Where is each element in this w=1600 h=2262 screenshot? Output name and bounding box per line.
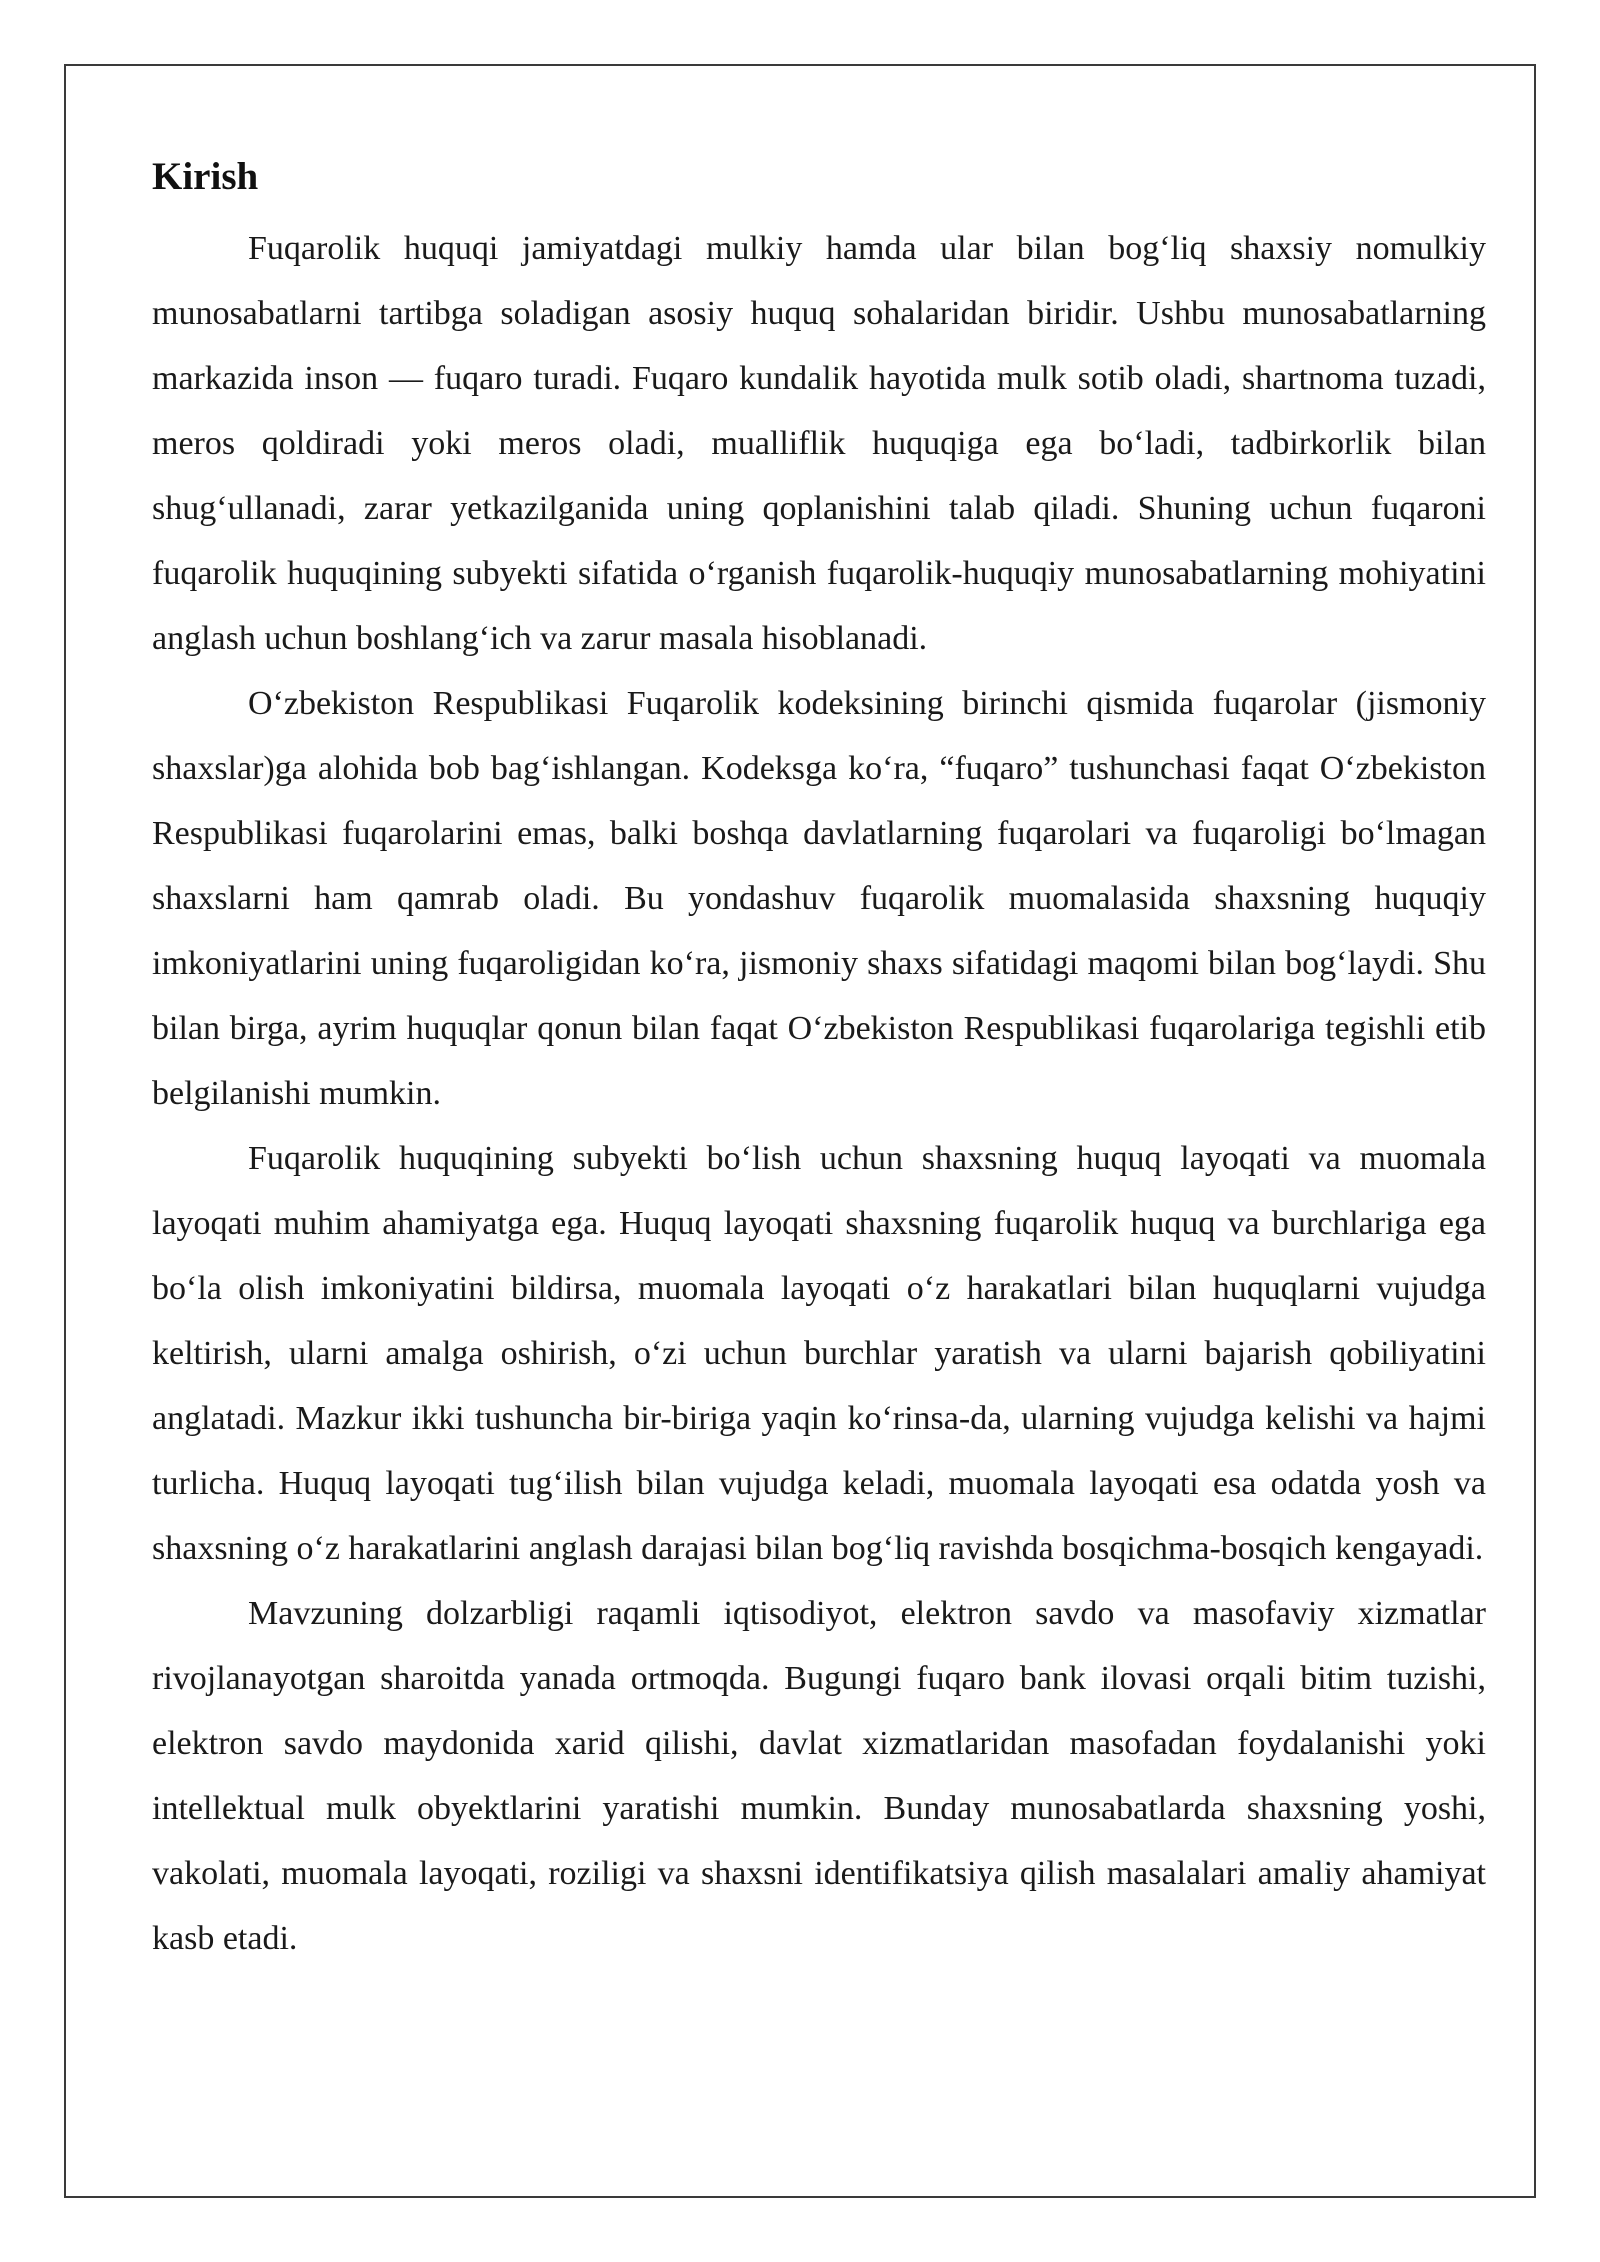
section-heading: Kirish (152, 155, 259, 198)
paragraph-1: Fuqarolik huquqi jamiyatdagi mulkiy hamda ular bilan bog‘liq shaxsiy nomulkiy munosabatlarni tartibga soladigan asosiy huquq sohalaridan biridir. Ushbu munosabatlarning markazida inson — fuqaro turadi. Fuqaro kundalik hayotida mulk sotib oladi, shartnoma tuzadi, meros qoldiradi yoki meros oladi, mualliflik huquqiga ega bo‘ladi, tadbirkorlik bilan shug‘ullanadi, zarar yetkazilganida uning qoplanishini talab qiladi. Shuning uchun fuqaroni fuqarolik huquqining subyekti sifatida o‘rganish fuqarolik-huquqiy munosabatlarning mohiyatini anglash uchun boshlang‘ich va zarur masala hisoblanadi. (152, 230, 1486, 657)
paragraph-3: Fuqarolik huquqining subyekti bo‘lish uchun shaxsning huquq layoqati va muomala layoqati muhim ahamiyatga ega. Huquq layoqati shaxsning fuqarolik huquq va burchlariga ega bo‘la olish imkoniyatini bildirsa, muomala layoqati o‘z harakatlari bilan huquqlarni vujudga keltirish, ularni amalga oshirish, o‘zi uchun burchlar yaratish va ularni bajarish qobiliyatini anglatadi. Mazkur ikki tushuncha bir-biriga yaqin ko‘rinsa-da, ularning vujudga kelishi va hajmi turlicha. Huquq layoqati tug‘ilish bilan vujudga keladi, muomala layoqati esa odatda yosh va shaxsning o‘z harakatlarini anglash darajasi bilan bog‘liq ravishda bosqichma-bosqich kengayadi. (152, 1140, 1486, 1567)
paragraph-2: O‘zbekiston Respublikasi Fuqarolik kodeksining birinchi qismida fuqarolar (jismoniy shaxslar)ga alohida bob bag‘ishlangan. Kodeksga ko‘ra, “fuqaro” tushunchasi faqat O‘zbekiston Respublikasi fuqarolarini emas, balki boshqa davlatlarning fuqarolari va fuqaroligi bo‘lmagan shaxslarni ham qamrab oladi. Bu yondashuv fuqarolik muomalasida shaxsning huquqiy imkoniyatlarini uning fuqaroligidan ko‘ra, jismoniy shaxs sifatidagi maqomi bilan bog‘laydi. Shu bilan birga, ayrim huquqlar qonun bilan faqat O‘zbekiston Respublikasi fuqarolariga tegishli etib belgilanishi mumkin. (152, 685, 1486, 1112)
document-body (152, 152, 1486, 1971)
paragraph-4: Mavzuning dolzarbligi raqamli iqtisodiyot, elektron savdo va masofaviy xizmatlar rivojlanayotgan sharoitda yanada ortmoqda. Bugungi fuqaro bank ilovasi orqali bitim tuzishi, elektron savdo maydonida xarid qilishi, davlat xizmatlaridan masofadan foydalanishi yoki intellektual mulk obyektlarini yaratishi mumkin. Bunday munosabatlarda shaxsning yoshi, vakolati, muomala layoqati, roziligi va shaxsni identifikatsiya qilish masalalari amaliy ahamiyat kasb etadi. (152, 1595, 1486, 1957)
